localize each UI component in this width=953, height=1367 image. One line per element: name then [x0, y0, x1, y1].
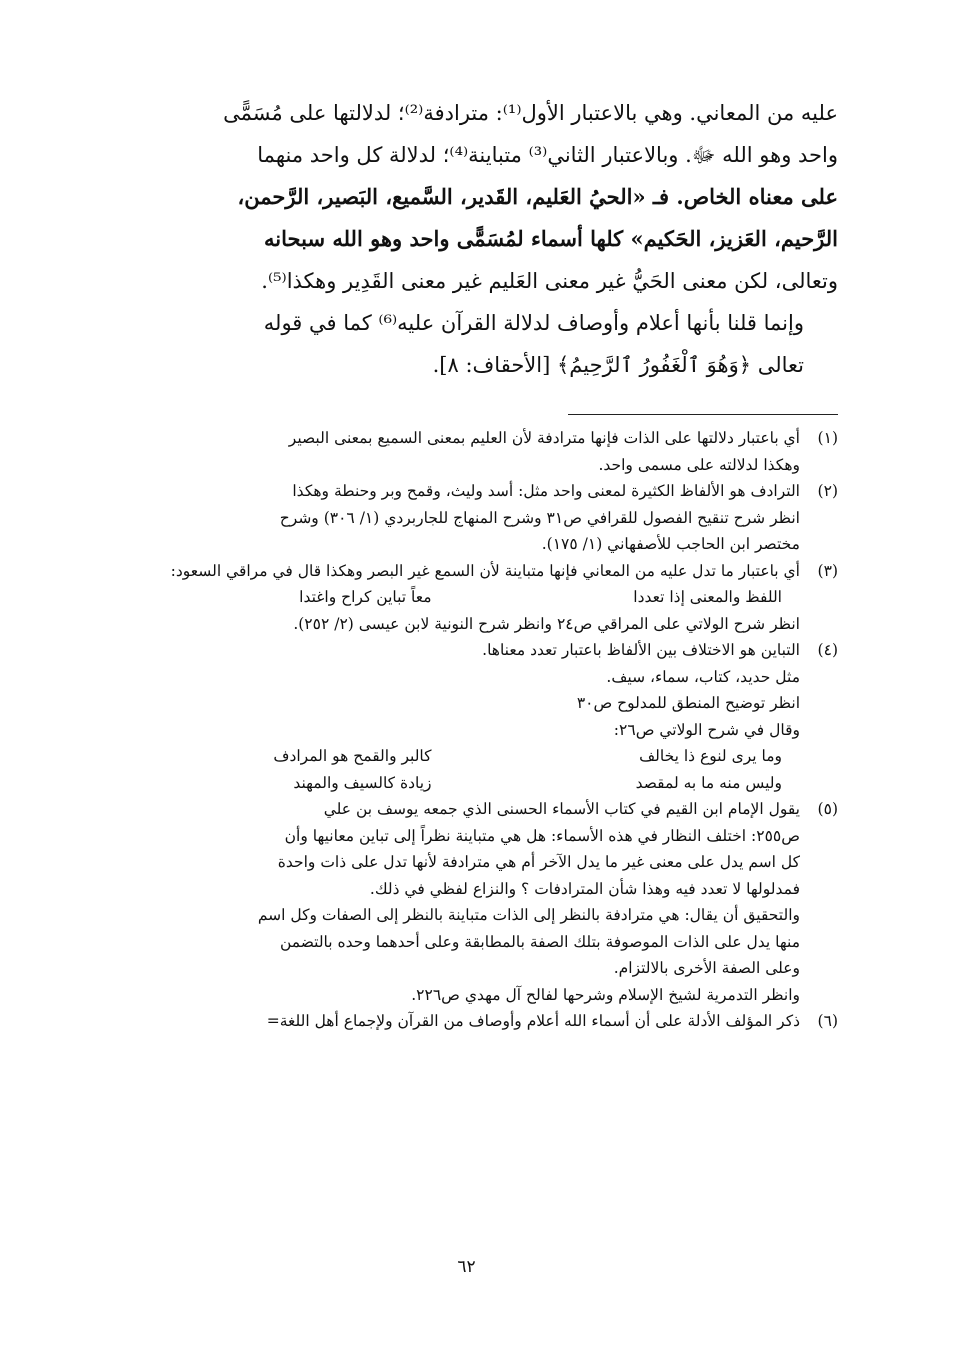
footnote-number: (٤): [817, 641, 838, 659]
footnote-line: انظر شرح تنقيح الفصول للقرافي ص٣١ وشرح المنهاج للجاربردي (١/ ٣٠٦) وشرح: [279, 508, 800, 527]
footnote-line: وانظر التدمرية لشيخ الإسلام وشرحها لفالح آل مهدي ص٢٢٦.: [411, 985, 800, 1004]
poem-verse: [95, 584, 800, 611]
footnote-3: [95, 558, 838, 638]
main-text: [95, 92, 838, 386]
main-line: وتعالى، لكن معنى الحَيُّ غير معنى العَليم غير معنى القَدِير وهكذا⁽⁵⁾.: [261, 269, 838, 293]
footnote-line: ذكر المؤلف الأدلة على أن أسماء الله أعلام وأوصاف من القرآن ولإجماع أهل اللغة=: [266, 1012, 800, 1030]
main-line: عليه من المعاني. وهي بالاعتبار الأول⁽¹⁾: مترادفة⁽²⁾؛ لدلالتها على مُسَمًّى: [223, 101, 838, 125]
footnote-line: يقول الإمام ابن القيم في كتاب الأسماء الحسنى الذي جمعه يوسف بن علي: [323, 800, 800, 818]
footnote-line: أي باعتبار دلالتها على الذات فإنها مترادفة لأن العليم بمعنى السميع بمعنى البصير: [288, 429, 800, 447]
book-page: [95, 92, 838, 1367]
footnote-divider: [568, 414, 838, 415]
footnote-line: انظر توضيح المنطق للمدلوح ص٣٠: [576, 694, 800, 712]
footnote-2: [95, 478, 838, 558]
poem-hemistich-first: وما يرى لنوع ذا يخالف: [639, 747, 782, 765]
main-line-bold: الرَّحيم، العَزيز، الحَكيم» كلها أسماء لمُسَمًّى واحد وهو الله سبحانه: [264, 226, 838, 251]
poem-hemistich-first: اللفظ والمعنى إذا تعددا: [633, 588, 782, 606]
footnote-line: منها يدل على الذات الموصوفة بتلك الصفة بالمطابقة وعلى أحدهما وحده بالتضمن: [279, 932, 800, 951]
footnote-line: فمدلولها لا تعدد فيه وهذا شأن المترادفات ؟ والنزاع لفظي في ذلك.: [369, 879, 800, 898]
footnote-line: أي باعتبار ما تدل عليه من المعاني فإنها متباينة لأن السمع غير البصر وهكذا قال في مراقي السعود:: [170, 561, 800, 580]
footnote-number: (٥): [817, 800, 838, 818]
footnote-number: (٦): [817, 1012, 838, 1030]
footnote-line: ص٢٥٥: اختلف النظار في هذه الأسماء: هل هي متباينة نظراً إلى تباين معانيها وأن: [284, 826, 800, 845]
poem-hemistich-second: زيادة كالسيف والمهند: [293, 773, 432, 792]
footnote-line: وهكذا لدلالته على مسمى واحد.: [598, 455, 800, 474]
footnote-line: مثل حديد، كتاب، سماء، سيف.: [606, 667, 800, 686]
poem-hemistich-second: كالبر والقمح هو المرادف: [273, 747, 432, 765]
main-paragraph-1: [95, 92, 838, 302]
main-line: واحد وهو الله ﷻ. وبالاعتبار الثاني⁽³⁾ متباينة⁽⁴⁾؛ لدلالة كل واحد منهما: [257, 143, 838, 167]
main-line-bold: على معناه الخاص. فـ «الحيُ العَليم، القَدير، السَّميع، البَصير، الرَّحمن،: [237, 184, 838, 209]
footnote-line: التباين هو الاختلاف بين الألفاظ باعتبار تعدد معناها.: [482, 641, 800, 659]
poem-hemistich-first: وليس منه ما به لمقصد: [635, 773, 782, 792]
footnote-line: وعلى الصفة الأخرى بالالتزام.: [613, 959, 800, 977]
footnote-body: [95, 425, 800, 478]
footnote-body: [95, 558, 800, 638]
footnote-1: [95, 425, 838, 478]
footnotes: [95, 425, 838, 1035]
footnote-line: انظر شرح الولاتي على المراقي ص٢٤ وانظر شرح النونية لابن عيسى (٢/ ٢٥٢).: [293, 614, 800, 633]
footnote-number: (١): [817, 429, 838, 447]
main-paragraph-2: [95, 302, 838, 386]
footnote-body: [95, 1008, 800, 1035]
footnote-number: (٣): [817, 561, 838, 580]
footnote-body: [95, 637, 800, 796]
poem-verse: [95, 743, 800, 770]
poem-hemistich-second: معاً تباين كراح واغتدا: [299, 588, 432, 606]
footnote-number: (٢): [817, 482, 838, 500]
footnote-5: [95, 796, 838, 1008]
footnote-body: [95, 796, 800, 1008]
footnote-line: كل اسم يدل على معنى غير ما يدل الآخر أم هي مترادفة لأنها تدل على ذات واحدة: [277, 853, 800, 871]
footnote-6: [95, 1008, 838, 1035]
page-number: ٦٢: [457, 1257, 476, 1277]
poem-verse: [95, 770, 800, 797]
footnote-body: [95, 478, 800, 558]
main-line: تعالى ﴿وَهُوَ ٱلْغَفُورُ ٱلرَّحِيمُ﴾ [الأحقاف: ٨].: [432, 353, 804, 377]
main-line: وإنما قلنا بأنها أعلام وأوصاف لدلالة القرآن عليه⁽⁶⁾ كما في قوله: [263, 311, 804, 335]
footnote-line: مختصر ابن الحاجب للأصفهاني (١/ ١٧٥).: [541, 535, 800, 553]
footnote-line: الترادف هو الألفاظ الكثيرة لمعنى واحد مثل: أسد وليث، وقمح وبر وحنطة وهكذا: [292, 482, 800, 500]
footnote-line: وقال في شرح الولاتي ص٢٦:: [613, 720, 800, 739]
footnote-4: [95, 637, 838, 796]
footnote-line: والتحقيق أن يقال: هي مترادفة بالنظر إلى الذات متباينة بالنظر إلى الصفات وكل اسم: [257, 906, 800, 924]
